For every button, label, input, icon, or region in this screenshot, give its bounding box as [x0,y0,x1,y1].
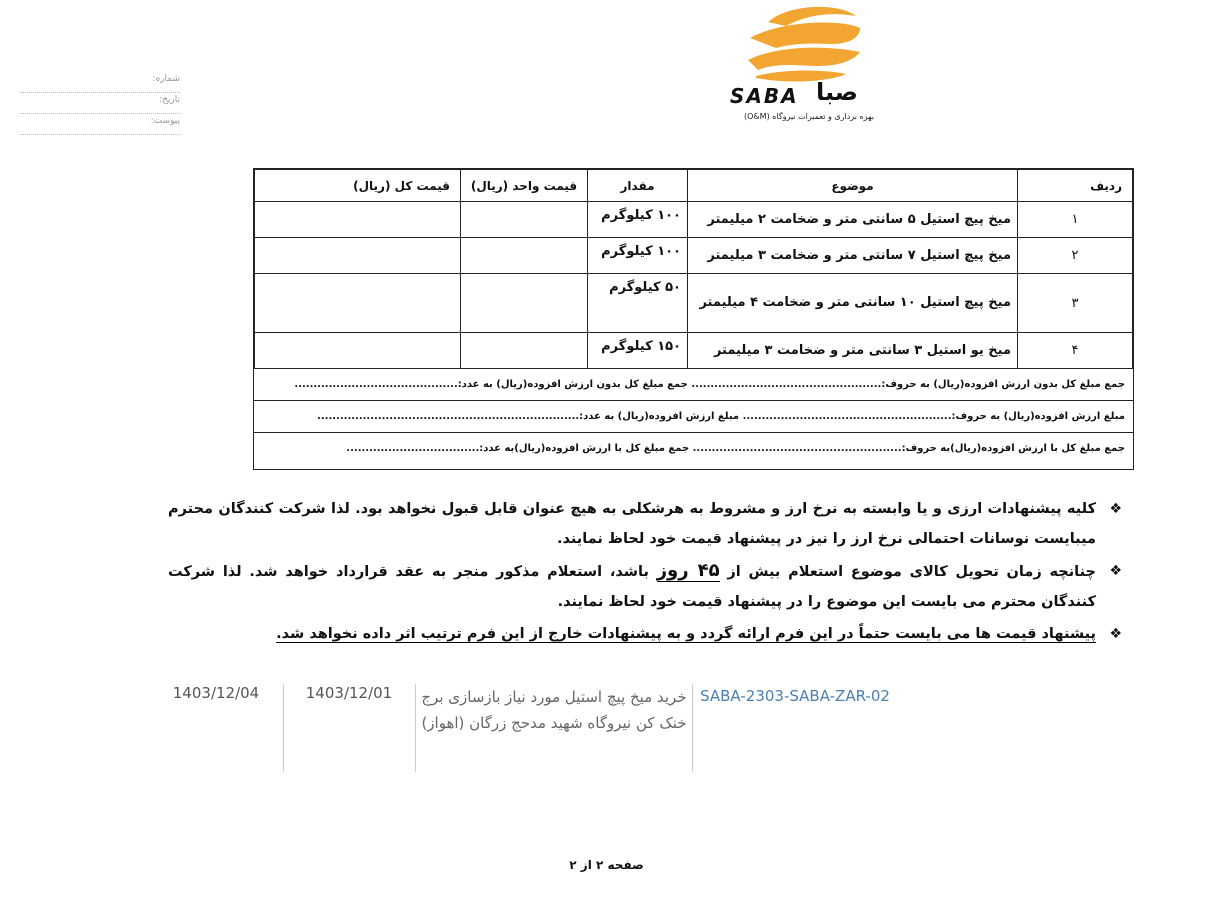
logo-subtitle: بهره برداری و تعمیرات نیروگاه (O&M) [744,112,874,121]
table-row [255,238,1133,274]
row-total-price [255,333,461,369]
row-unit-price [461,333,588,369]
row-number: ۲ [1018,238,1133,274]
row-unit-price [461,274,588,333]
table-row [255,202,1133,238]
row-subject: میخ پیچ استیل ۷ سانتی متر و ضخامت ۳ میلیمتر [688,238,1018,274]
note-form [168,619,1128,649]
bullet-icon: ❖ [1109,626,1122,642]
column-divider [415,684,416,772]
header-meta [20,72,180,135]
row-subject: میخ یو استیل ۳ سانتی متر و ضخامت ۳ میلیمتر [688,333,1018,369]
terms-notes [168,494,1128,651]
date-label: تاریخ: [159,95,180,105]
number-label: شماره: [152,74,180,84]
row-quantity: ۱۵۰ کیلوگرم [588,333,688,369]
logo-latin-text: SABA [730,84,799,108]
note-form-text: پیشنهاد قیمت ها می بایست حتماً در این فرم ارائه گردد و به پیشنهادات خارج از این فرم ترتیب اثر داده نخواهد شد. [276,626,1096,642]
row-quantity: ۱۰۰ کیلوگرم [588,202,688,238]
row-quantity: ۵۰ کیلوگرم [588,274,688,333]
table-row [255,274,1133,333]
attachment-label: پیوست: [150,116,180,126]
row-subject: میخ پیچ استیل ۵ سانتی متر و ضخامت ۲ میلیمتر [688,202,1018,238]
header-quantity: مقدار [588,170,688,202]
row-unit-price [461,202,588,238]
number-field [20,72,180,93]
inquiry-title: خرید میخ پیچ استیل مورد نیاز بازسازی برج خنک کن نیروگاه شهید مدحج زرگان (اهواز) [421,688,687,732]
header-row-number: ردیف [1018,170,1133,202]
header-total-price: قیمت کل (ریال) [255,170,461,202]
logo-persian-text: صبا [816,78,858,106]
table-row [255,333,1133,369]
row-total-price [255,274,461,333]
start-date: 1403/12/01 [305,684,393,702]
row-total-price [255,202,461,238]
note-delivery [168,556,1128,617]
row-unit-price [461,238,588,274]
row-number: ۳ [1018,274,1133,333]
date-field [20,93,180,114]
header-unit-price: قیمت واحد (ریال) [461,170,588,202]
bullet-icon: ❖ [1109,563,1122,579]
bullet-icon: ❖ [1109,501,1122,517]
row-quantity: ۱۰۰ کیلوگرم [588,238,688,274]
total-with-vat-row: جمع مبلغ کل با ارزش افزوده(ریال)به حروف:....................................................... جمع مبلغ کل با ارزش افزوده(ریال)به عدد:................................... [346,443,1125,454]
note-delivery-text-after: باشد، استعلام مذکور منجر به عقد قرارداد خواهد شد. لذا شرکت کنندگان محترم می بایست این موضوع را در پیشنهاد قیمت خود لحاظ نمایند. [168,564,1096,610]
delivery-days-highlight: ۴۵ روز [656,560,720,581]
price-table [253,168,1134,470]
inquiry-code: SABA-2303-SABA-ZAR-02 [700,687,890,705]
page-number: صفحه ۲ از ۲ [569,858,644,872]
total-without-vat-row: جمع مبلغ کل بدون ارزش افزوده(ریال) به حروف:.................................................. جمع مبلغ کل بدون ارزش افزوده(ریال) به عدد:........................................... [254,369,1133,401]
row-total-price [255,238,461,274]
row-subject: میخ پیچ استیل ۱۰ سانتی متر و ضخامت ۴ میلیمتر [688,274,1018,333]
note-currency-text: کلیه پیشنهادات ارزی و یا وابسته به نرخ ارز و مشروط به هرشکلی به هیچ عنوان قابل قبول نخواهد بود. لذا شرکت کنندگان محترم میبایست نوسانات احتمالی نرخ ارز را نیز در پیشنهاد قیمت خود لحاظ نمایند. [168,501,1096,547]
note-currency [168,494,1128,554]
column-divider [283,684,284,772]
column-divider [692,684,693,772]
header-subject: موضوع [688,170,1018,202]
vat-amount-row: مبلغ ارزش افزوده(ریال) به حروف:....................................................... مبلغ ارزش افزوده(ریال) به عدد:..................................................................... [254,401,1133,433]
row-number: ۴ [1018,333,1133,369]
row-number: ۱ [1018,202,1133,238]
note-delivery-text-before: چنانچه زمان تحویل کالای موضوع استعلام بیش از [727,564,1096,580]
attachment-field [20,114,180,135]
end-date: 1403/12/04 [172,684,260,702]
logo-mark-icon [728,4,898,84]
saba-logo [728,4,898,126]
